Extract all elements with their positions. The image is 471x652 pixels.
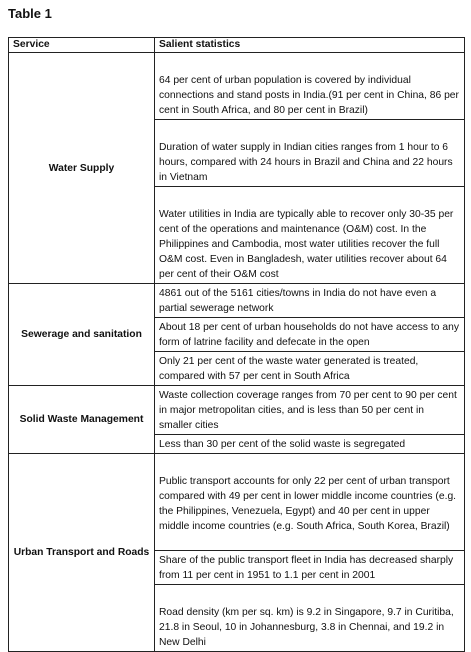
stat-cell: Road density (km per sq. km) is 9.2 in Singapore, 9.7 in Curitiba, 21.8 in Seoul, 10 in Johannesburg, 3.8 in Chennai, and 19.2 in New Delhi: [155, 585, 465, 652]
stat-cell: About 18 per cent of urban households do not have access to any form of latrine facility and defecate in the open: [155, 318, 465, 352]
service-cell-water-supply: Water Supply: [9, 53, 155, 284]
statistics-table: [8, 37, 465, 652]
stat-cell: Share of the public transport fleet in India has decreased sharply from 11 per cent in 1951 to 1.1 per cent in 2001: [155, 551, 465, 585]
header-service: Service: [9, 38, 155, 53]
stat-cell: Duration of water supply in Indian cities ranges from 1 hour to 6 hours, compared with 24 hours in Brazil and China and 22 hours in Vietnam: [155, 120, 465, 187]
table-title: Table 1: [8, 6, 52, 21]
stat-cell: Less than 30 per cent of the solid waste is segregated: [155, 435, 465, 454]
table-row: [9, 284, 465, 318]
table-row: [9, 454, 465, 551]
stat-cell: Waste collection coverage ranges from 70 per cent to 90 per cent in major metropolitan cities, and is less than 50 per cent in smaller cities: [155, 386, 465, 435]
stat-cell: Only 21 per cent of the waste water generated is treated, compared with 57 per cent in South Africa: [155, 352, 465, 386]
stat-cell: Water utilities in India are typically able to recover only 30-35 per cent of the operations and maintenance (O&M) cost. In the Philippines and Cambodia, most water utilities recover the full O&M cost. Even in Bangladesh, water utilities recover about 64 per cent of their O&M cost: [155, 187, 465, 284]
stat-cell: 64 per cent of urban population is covered by individual connections and stand posts in India.(91 per cent in China, 86 per cent in South Africa, and 80 per cent in Brazil): [155, 53, 465, 120]
stat-cell: Public transport accounts for only 22 per cent of urban transport compared with 49 per cent in lower middle income countries (e.g. the Philippines, Venezuela, Egypt) and 40 per cent in upper middle income countries (e.g. South Africa, South Korea, Brazil): [155, 454, 465, 551]
header-row: [9, 38, 465, 53]
header-salient-statistics: Salient statistics: [155, 38, 465, 53]
table-row: [9, 386, 465, 435]
table-row: [9, 53, 465, 120]
service-cell-solid-waste: Solid Waste Management: [9, 386, 155, 454]
service-cell-sewerage-sanitation: Sewerage and sanitation: [9, 284, 155, 386]
service-cell-urban-transport: Urban Transport and Roads: [9, 454, 155, 652]
stat-cell: 4861 out of the 5161 cities/towns in India do not have even a partial sewerage network: [155, 284, 465, 318]
